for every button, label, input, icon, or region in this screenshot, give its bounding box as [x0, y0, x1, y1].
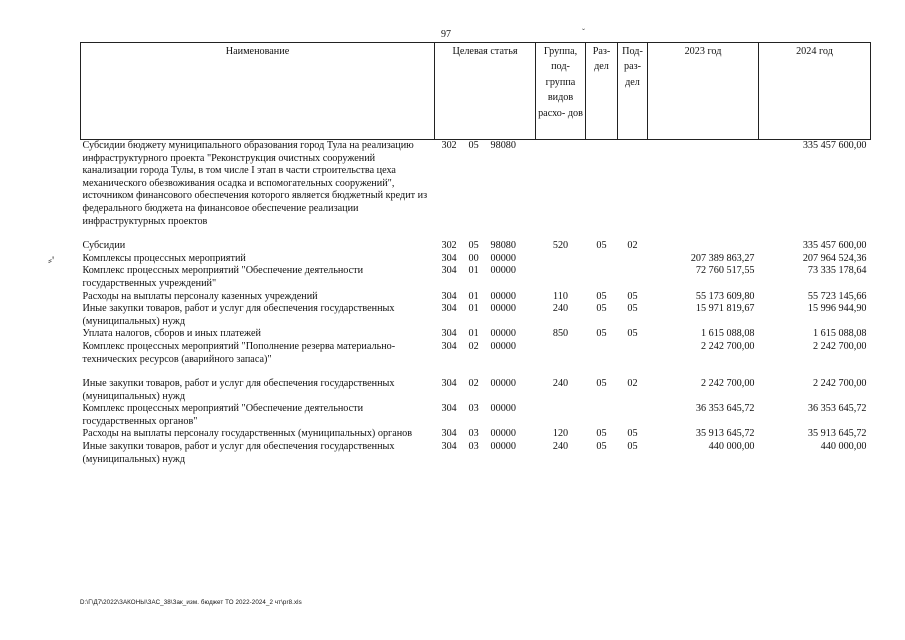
section-code	[586, 341, 618, 366]
target-code-3: 03	[468, 441, 479, 453]
amount-2023: 15 971 819,67	[695, 303, 755, 315]
target-code-4: 98080	[490, 140, 516, 151]
target-code-3: 03	[468, 428, 479, 440]
table-row	[81, 403, 871, 428]
subsection-code: 02	[627, 378, 638, 390]
target-code-2: 2	[451, 240, 457, 252]
header-subsection: Под- раз- дел	[618, 43, 648, 140]
target-code-4: 00000	[490, 378, 516, 390]
target-code-3: 05	[468, 240, 479, 252]
table-header-row	[81, 43, 871, 140]
table-row	[81, 303, 871, 328]
amount-2024: 36 353 645,72	[807, 403, 867, 415]
target-code-1: 30	[441, 441, 452, 453]
target-code-2: 2	[451, 140, 457, 151]
target-code-2: 4	[451, 265, 457, 277]
amount-2023: 35 913 645,72	[695, 428, 755, 440]
target-code-4: 98080	[490, 240, 516, 252]
target-code-2: 4	[451, 290, 457, 302]
subsection-code: 05	[627, 290, 638, 302]
table-row	[81, 140, 871, 229]
target-code-3: 00	[468, 252, 479, 264]
subsection-code: 02	[627, 240, 638, 252]
amount-2023: 36 353 645,72	[695, 403, 755, 415]
subsection-code	[618, 403, 648, 428]
amount-2024: 207 964 524,36	[802, 252, 867, 264]
target-code-1: 30	[441, 378, 452, 390]
scan-speck: ˇ	[582, 27, 585, 37]
table-row	[81, 428, 871, 441]
spacer-cell	[81, 366, 871, 378]
header-name: Наименование	[81, 43, 435, 140]
section-code: 05	[596, 328, 607, 340]
budget-table	[80, 42, 871, 466]
section-code: 05	[596, 428, 607, 440]
amount-2023: 2 242 700,00	[701, 340, 755, 352]
target-code-1: 30	[441, 140, 452, 151]
section-code	[586, 253, 618, 266]
expense-group	[536, 140, 586, 229]
subsection-code: 05	[627, 328, 638, 340]
table-row	[81, 378, 871, 403]
table-row	[81, 253, 871, 266]
amount-2023: 1 615 088,08	[701, 328, 755, 340]
amount-2024: 440 000,00	[820, 441, 867, 453]
target-code-4: 00000	[490, 303, 516, 315]
section-code: 05	[596, 378, 607, 390]
amount-2023: 55 173 609,80	[695, 290, 755, 302]
expense-group: 850	[552, 328, 569, 340]
expense-group: 240	[552, 378, 569, 390]
target-code-2: 4	[451, 340, 457, 352]
page-number: 97	[441, 29, 451, 40]
target-code-3: 02	[468, 378, 479, 390]
row-name: Комплекс процессных мероприятий "Обеспечение деятельности государственных учреждений"	[82, 265, 364, 289]
table-row	[81, 265, 871, 290]
row-name: Комплекс процессных мероприятий "Пополнение резерва материально-технических ресурсов (аварийного запаса)"	[82, 340, 396, 365]
section-code	[586, 140, 618, 229]
target-code-3: 01	[468, 265, 479, 277]
amount-2023	[648, 240, 759, 253]
target-code-1: 30	[441, 328, 452, 340]
table-row	[81, 441, 871, 466]
subsection-code: 05	[627, 303, 638, 315]
target-code-3: 05	[468, 140, 479, 151]
header-2024: 2024 год	[759, 43, 871, 140]
expense-group: 520	[552, 240, 569, 252]
subsection-code	[618, 265, 648, 290]
row-name: Расходы на выплаты персоналу казенных учреждений	[82, 290, 318, 302]
header-section: Раз- дел	[586, 43, 618, 140]
target-code-4: 00000	[490, 252, 516, 264]
expense-group: 240	[552, 303, 569, 315]
subsection-code: 05	[627, 441, 638, 453]
expense-group	[536, 403, 586, 428]
target-code-1: 30	[441, 340, 452, 352]
table-row	[81, 328, 871, 341]
row-name: Иные закупки товаров, работ и услуг для обеспечения государственных (муниципальных) нужд	[82, 441, 395, 465]
row-name: Комплексы процессных мероприятий	[82, 252, 246, 264]
table-row	[81, 341, 871, 366]
target-code-3: 01	[468, 328, 479, 340]
target-code-2: 4	[451, 328, 457, 340]
row-name: Иные закупки товаров, работ и услуг для обеспечения государственных (муниципальных) нужд	[82, 303, 395, 327]
row-name: Комплекс процессных мероприятий "Обеспечение деятельности государственных органов"	[82, 403, 364, 427]
expense-group	[536, 265, 586, 290]
section-code: 05	[596, 303, 607, 315]
amount-2024: 15 996 944,90	[807, 303, 867, 315]
target-code-2: 4	[451, 428, 457, 440]
subsection-code	[618, 253, 648, 266]
target-code-1: 30	[441, 252, 452, 264]
subsection-code	[618, 341, 648, 366]
amount-2023: 207 389 863,27	[690, 252, 755, 264]
target-code-3: 03	[468, 403, 479, 415]
table-row	[81, 240, 871, 253]
margin-pen-mark: ⸗'	[48, 253, 55, 267]
section-code: 05	[596, 441, 607, 453]
expense-group: 110	[553, 290, 568, 302]
amount-2023: 2 242 700,00	[701, 378, 755, 390]
target-code-1: 30	[441, 428, 452, 440]
amount-2024: 335 457 600,00	[802, 140, 867, 151]
header-target: Целевая статья	[435, 43, 536, 140]
target-code-2: 4	[451, 441, 457, 453]
amount-2024: 55 723 145,66	[807, 290, 867, 302]
target-code-3: 01	[468, 290, 479, 302]
target-code-4: 00000	[490, 428, 516, 440]
spacer-cell	[81, 228, 871, 240]
section-code	[586, 403, 618, 428]
target-code-2: 4	[451, 303, 457, 315]
amount-2024: 1 615 088,08	[813, 328, 867, 340]
table-row	[81, 291, 871, 304]
target-code-3: 02	[468, 340, 479, 352]
row-name: Уплата налогов, сборов и иных платежей	[82, 328, 261, 340]
amount-2024: 73 335 178,64	[807, 265, 867, 277]
row-name: Иные закупки товаров, работ и услуг для обеспечения государственных (муниципальных) нужд	[82, 378, 395, 402]
section-code: 05	[596, 290, 607, 302]
section-code	[586, 265, 618, 290]
target-code-4: 00000	[490, 441, 516, 453]
section-code: 05	[596, 240, 607, 252]
amount-2024: 2 242 700,00	[813, 378, 867, 390]
row-spacer	[81, 366, 871, 378]
target-code-1: 30	[441, 265, 452, 277]
amount-2023	[648, 140, 759, 229]
target-code-3: 01	[468, 303, 479, 315]
expense-group: 240	[552, 441, 569, 453]
amount-2024: 2 242 700,00	[813, 340, 867, 352]
target-code-4: 00000	[490, 290, 516, 302]
row-name: Субсидии	[82, 240, 126, 252]
amount-2024: 335 457 600,00	[802, 240, 867, 252]
header-2023: 2023 год	[648, 43, 759, 140]
target-code-4: 00000	[490, 328, 516, 340]
target-code-1: 30	[441, 290, 452, 302]
row-name: Субсидии бюджету муниципального образования город Тула на реализацию инфраструктурного проекта "Реконструкция очистных сооружений канализации города Тулы, в том числе I этап в части строительства цеха механического обезвоживания осадка и вспомогательных сооружений", источником финансового обеспечения которого является бюджетный кредит из федерального бюджета на финансовое обеспечение реализации инфраструктурных проектов	[82, 140, 428, 227]
amount-2023: 72 760 517,55	[695, 265, 755, 277]
target-code-1: 30	[441, 403, 452, 415]
target-code-2: 4	[451, 378, 457, 390]
target-code-4: 00000	[490, 403, 516, 415]
header-group: Группа, под- группа видов расхо- дов	[536, 43, 586, 140]
table-body	[81, 140, 871, 467]
target-code-1: 30	[441, 303, 452, 315]
target-code-4: 00000	[490, 265, 516, 277]
target-code-4: 00000	[490, 340, 516, 352]
subsection-code: 05	[627, 428, 638, 440]
row-name: Расходы на выплаты персоналу государственных (муниципальных) органов	[82, 428, 413, 440]
row-spacer	[81, 228, 871, 240]
target-code-2: 4	[451, 252, 457, 264]
subsection-code	[618, 140, 648, 229]
expense-group	[536, 341, 586, 366]
target-code-2: 4	[451, 403, 457, 415]
amount-2024: 35 913 645,72	[807, 428, 867, 440]
expense-group	[536, 253, 586, 266]
target-code-1: 30	[441, 240, 452, 252]
amount-2023: 440 000,00	[708, 441, 755, 453]
file-path-footer: D:\Г\Д7\2022\ЗАКОНЫ\ЗАС_38\Зак_изм. бюджет ТО 2022-2024_2 чт\pr8.xls	[80, 599, 302, 606]
expense-group: 120	[552, 428, 569, 440]
